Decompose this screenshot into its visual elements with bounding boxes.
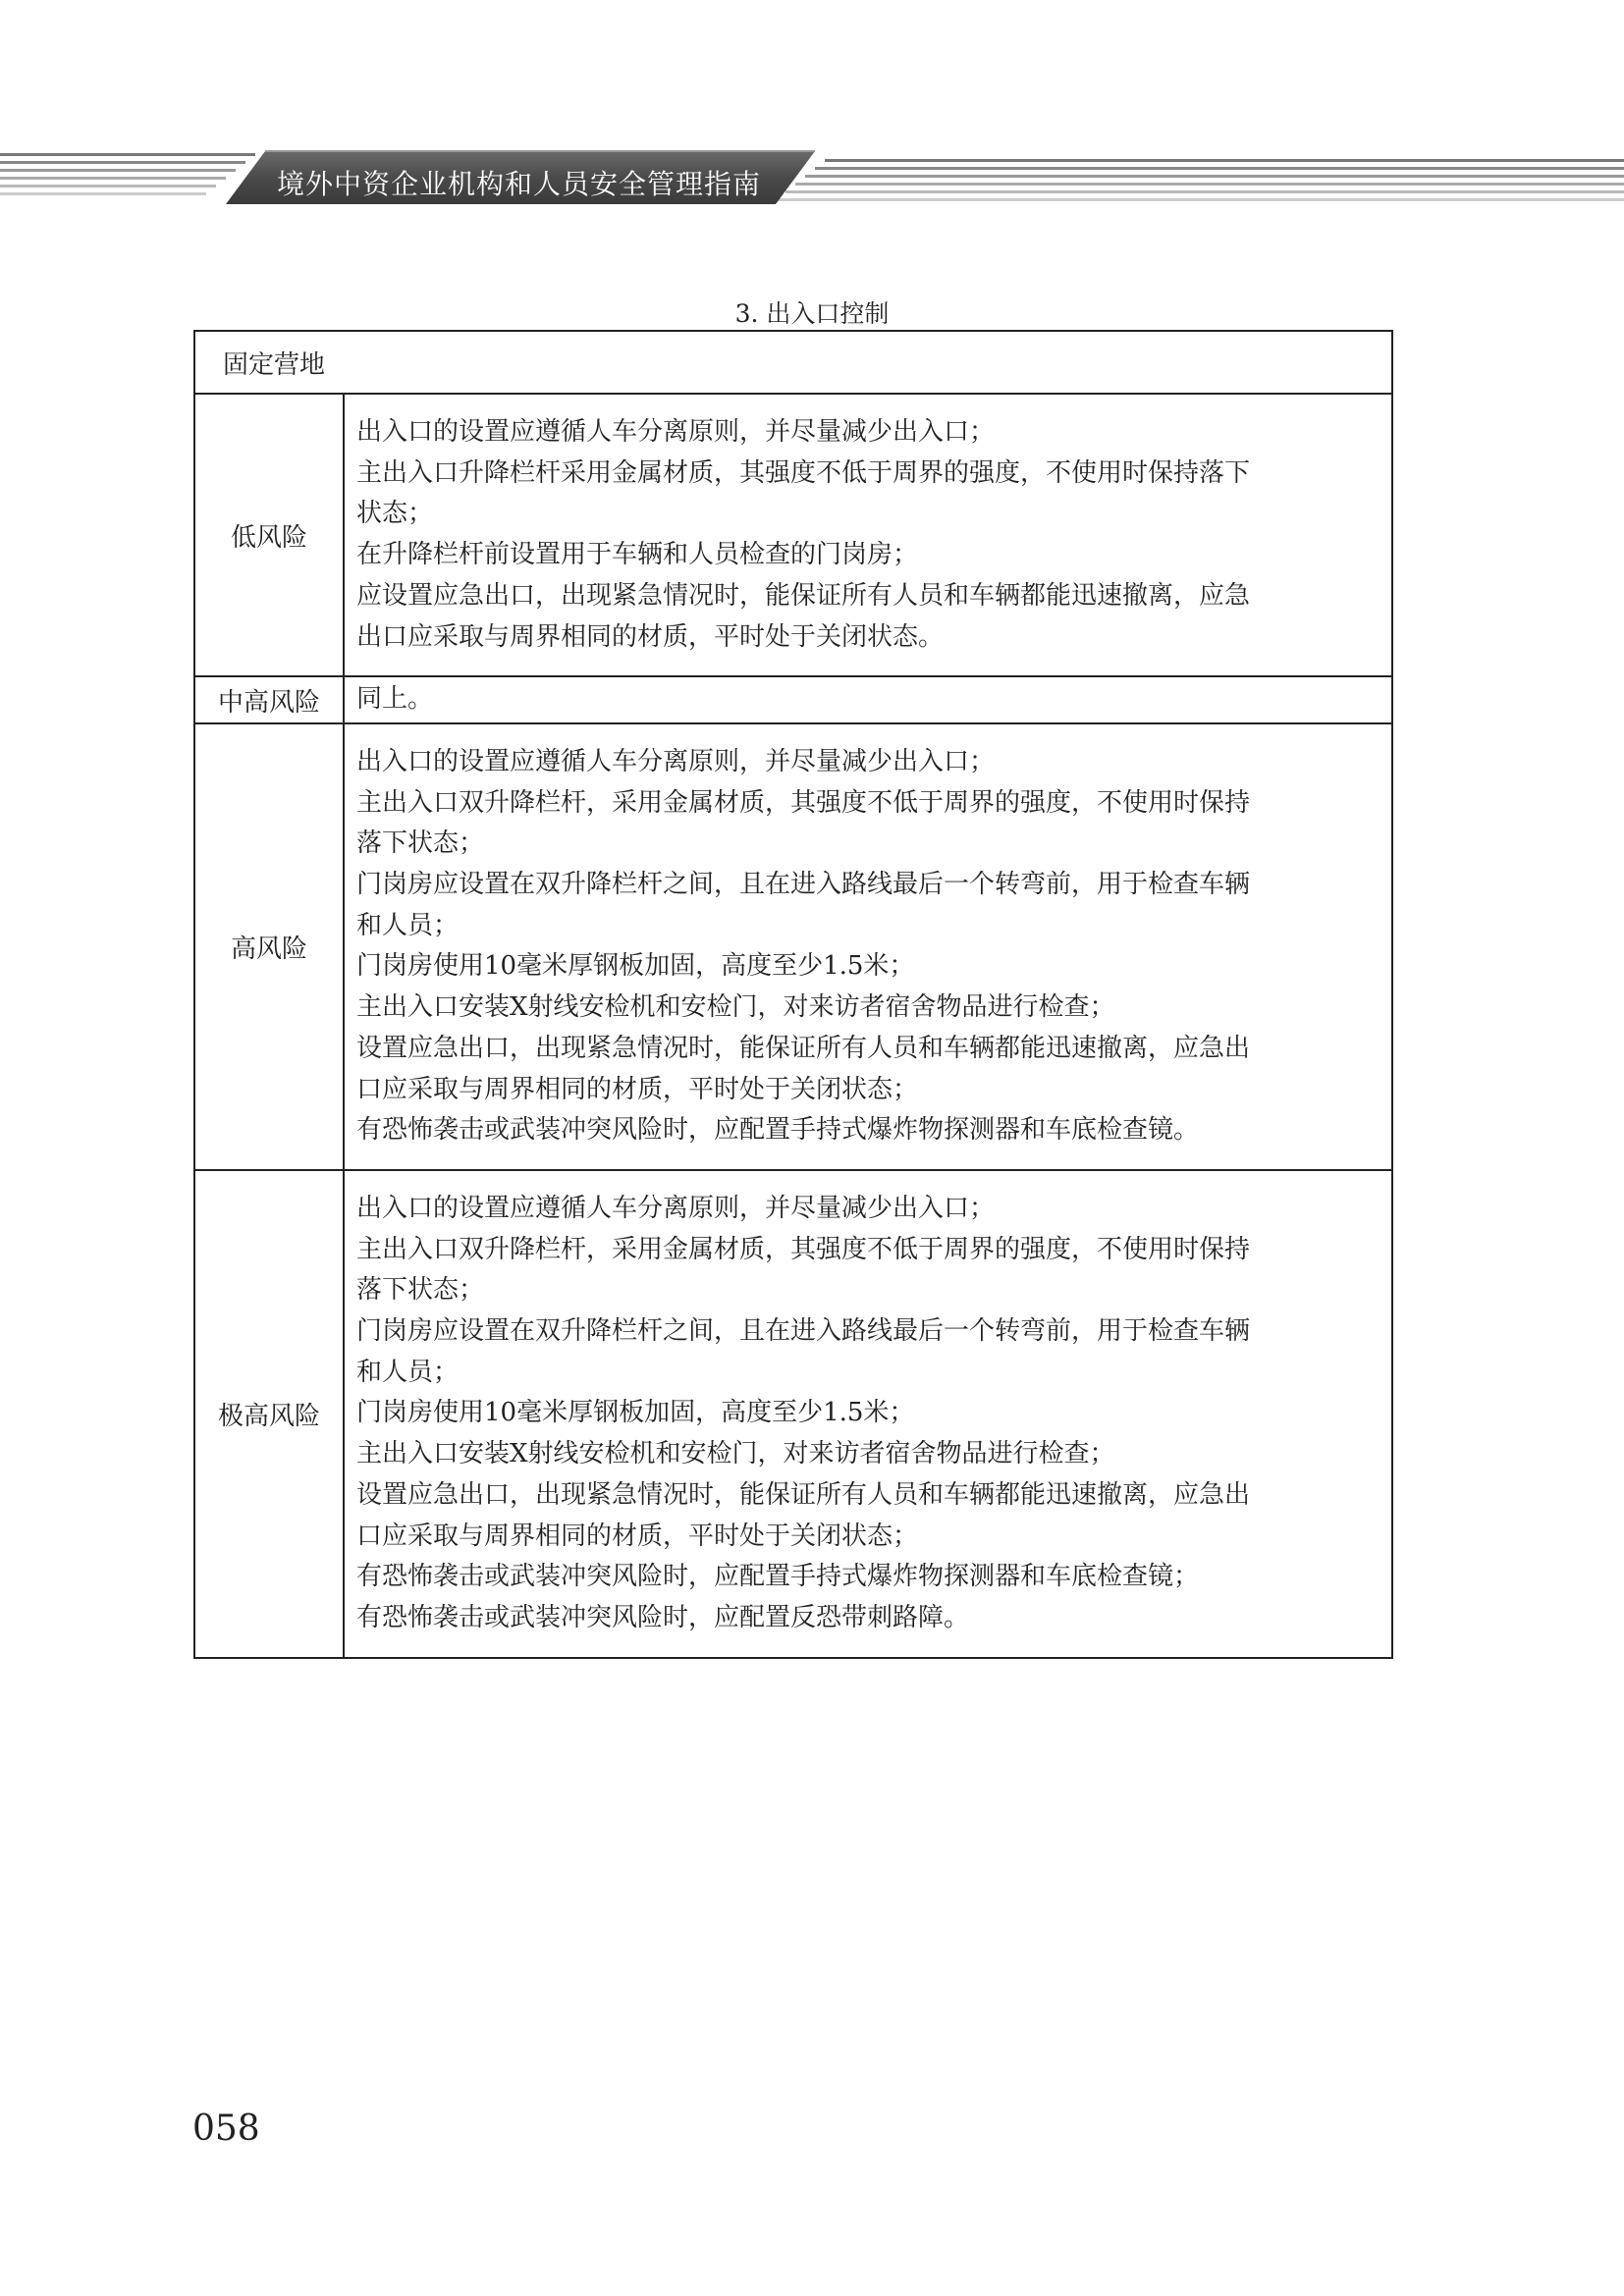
requirement-line: 设置应急出口，出现紧急情况时，能保证所有人员和车辆都能迅速撤离，应急出: [356, 1033, 1251, 1063]
risk-level-cell: 低风险: [194, 394, 344, 676]
table-caption: 3. 出入口控制: [734, 299, 890, 328]
requirement-line: 门岗房使用10毫米厚钢板加固，高度至少1.5米；: [356, 951, 915, 982]
requirement-line: 口应采取与周界相同的材质，平时处于关闭状态；: [356, 1521, 919, 1551]
requirement-line: 状态；: [356, 499, 434, 529]
table-row: [194, 723, 1392, 1170]
risk-level-cell: 极高风险: [194, 1170, 344, 1658]
requirement-line: 应设置应急出口，出现紧急情况时，能保证所有人员和车辆都能迅速撤离，应急: [356, 580, 1251, 611]
requirement-line: 有恐怖袭击或武装冲突风险时，应配置反恐带刺路障。: [356, 1602, 970, 1632]
requirement-line: 出入口的设置应遵循人车分离原则，并尽量减少出入口；: [356, 417, 996, 447]
requirements-cell: [344, 394, 1392, 676]
entrance-control-table: [193, 330, 1393, 1659]
running-header-title: 境外中资企业机构和人员安全管理指南: [277, 168, 762, 200]
requirement-line: 有恐怖袭击或武装冲突风险时，应配置手持式爆炸物探测器和车底检查镜。: [356, 1115, 1200, 1146]
requirement-line: 设置应急出口，出现紧急情况时，能保证所有人员和车辆都能迅速撤离，应急出: [356, 1479, 1251, 1510]
requirements-cell: [344, 1170, 1392, 1658]
requirement-line: 同上。: [356, 684, 434, 715]
page-header-banner: [0, 147, 1624, 206]
requirement-line: 在升降栏杆前设置用于车辆和人员检查的门岗房；: [356, 540, 919, 570]
requirement-line: 出入口的设置应遵循人车分离原则，并尽量减少出入口；: [356, 746, 996, 776]
requirement-line: 门岗房应设置在双升降栏杆之间，且在进入路线最后一个转弯前，用于检查车辆: [356, 870, 1251, 900]
requirement-line: 门岗房应设置在双升降栏杆之间，且在进入路线最后一个转弯前，用于检查车辆: [356, 1316, 1251, 1347]
risk-level-cell: 高风险: [194, 723, 344, 1170]
requirement-line: 主出入口双升降栏杆，采用金属材质，其强度不低于周界的强度，不使用时保持: [356, 787, 1251, 818]
table-header-row: [194, 331, 1392, 394]
requirement-line: 出入口的设置应遵循人车分离原则，并尽量减少出入口；: [356, 1193, 996, 1223]
requirement-line: 口应采取与周界相同的材质，平时处于关闭状态；: [356, 1074, 919, 1104]
risk-level-cell: 中高风险: [194, 676, 344, 723]
table-row: [194, 676, 1392, 723]
requirement-line: 出口应采取与周界相同的材质，平时处于关闭状态。: [356, 621, 945, 652]
requirement-line: 主出入口升降栏杆采用金属材质，其强度不低于周界的强度，不使用时保持落下: [356, 457, 1251, 488]
page-number: 058: [192, 2109, 260, 2149]
requirement-line: 门岗房使用10毫米厚钢板加固，高度至少1.5米；: [356, 1398, 915, 1428]
table-row: [194, 1170, 1392, 1658]
requirement-line: 和人员；: [356, 910, 460, 940]
requirement-line: 主出入口双升降栏杆，采用金属材质，其强度不低于周界的强度，不使用时保持: [356, 1234, 1251, 1264]
requirement-line: 有恐怖袭击或武装冲突风险时，应配置手持式爆炸物探测器和车底检查镜；: [356, 1562, 1200, 1592]
requirements-cell: [344, 723, 1392, 1170]
table-row: [194, 394, 1392, 676]
requirement-line: 主出入口安装X射线安检机和安检门，对来访者宿舍物品进行检查；: [356, 1439, 1115, 1469]
header-stripes-decoration: [0, 147, 1624, 206]
requirement-line: 和人员；: [356, 1357, 460, 1387]
table-header-cell: 固定营地: [194, 331, 1392, 394]
requirements-cell: [344, 676, 1392, 723]
requirement-line: 落下状态；: [356, 828, 485, 859]
requirement-line: 落下状态；: [356, 1275, 485, 1306]
requirement-line: 主出入口安装X射线安检机和安检门，对来访者宿舍物品进行检查；: [356, 992, 1115, 1023]
